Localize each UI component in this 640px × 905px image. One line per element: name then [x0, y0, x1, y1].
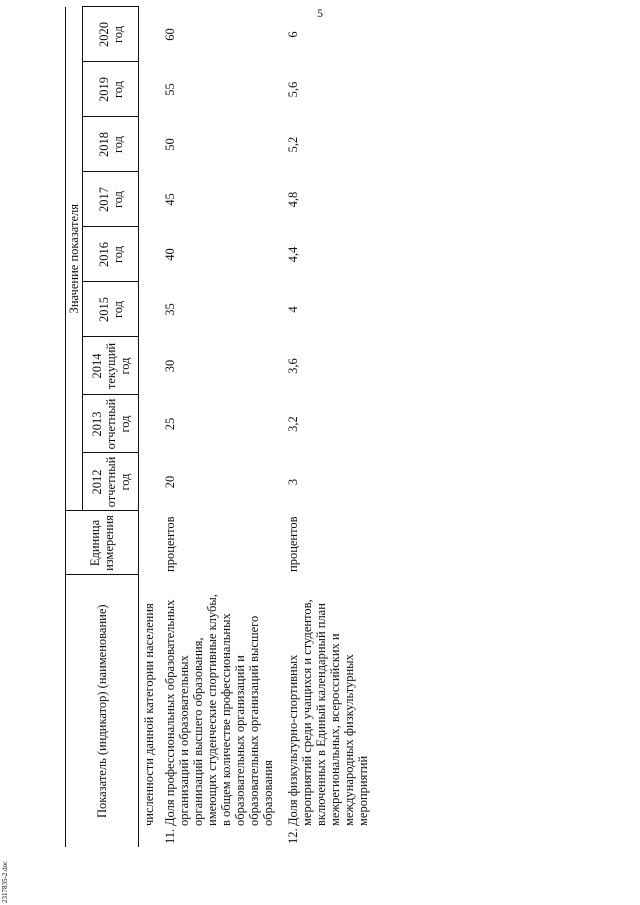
- value-cell-2014: 30: [163, 359, 177, 373]
- value-cell-2017: 4,8: [286, 191, 300, 208]
- header-year-number: 2018: [96, 132, 111, 157]
- table-row: [285, 7, 380, 847]
- header-year-number: 2015: [96, 297, 111, 322]
- header-year-suffix: год: [110, 135, 125, 154]
- header-year-2013: [83, 395, 139, 453]
- rotated-table-container: [65, 21, 585, 847]
- value-cell-2017: 45: [163, 193, 177, 206]
- row-number: 11.: [163, 828, 177, 844]
- value-cell-2013: 3,2: [286, 416, 300, 432]
- header-year-number: 2019: [96, 77, 111, 102]
- header-year-number: 2012: [89, 469, 104, 495]
- table-row: [162, 7, 285, 847]
- header-year-suffix: год: [110, 245, 125, 264]
- header-year-2019: [83, 62, 139, 117]
- value-cell-2018: 50: [163, 138, 177, 151]
- header-year-suffix: год: [117, 473, 132, 491]
- header-unit: Единица измерения: [66, 511, 139, 575]
- value-cell-2016: 4,4: [286, 246, 300, 263]
- page-number: 5: [317, 6, 323, 20]
- header-year-suffix: год: [110, 25, 125, 44]
- header-value-group: Значение показателя: [66, 7, 83, 511]
- indicator-cell: [285, 575, 380, 847]
- value-cell-2016: 40: [163, 248, 177, 261]
- header-year-note: отчетный: [103, 398, 118, 450]
- unit-cell: процентов: [286, 516, 300, 572]
- continuation-text: численности данной категории населения: [142, 603, 156, 826]
- indicator-name: Доля профессиональных образовательных организаций и образовательных организаций высшего образования, имеющих студенческие спортивные клубы, в общем количестве профессиональных образовательных организаций и образовательных организаций высшего образования: [163, 594, 275, 826]
- row-number: 12.: [286, 828, 300, 844]
- indicator-cell: [162, 575, 285, 847]
- value-cell-2015: 4: [286, 306, 300, 313]
- header-year-2012: [83, 453, 139, 511]
- header-year-number: 2020: [96, 21, 111, 47]
- value-cell-2020: 6: [286, 31, 300, 38]
- value-cell-2015: 35: [163, 303, 177, 316]
- value-cell-2020: 60: [163, 28, 177, 41]
- value-cell-2012: 3: [286, 478, 300, 486]
- header-year-number: 2014: [89, 353, 104, 379]
- header-year-2015: [83, 282, 139, 337]
- header-year-2017: [83, 172, 139, 227]
- header-year-suffix: год: [110, 80, 125, 99]
- header-year-suffix: год: [110, 300, 125, 319]
- header-year-2014: [83, 337, 139, 395]
- indicator-name: Доля физкультурно-спортивных мероприятий среди учащихся и студентов, включенных в Единый календарный план межрегиональных, всероссийских и международных физкультурных мероприятий: [286, 599, 370, 826]
- footer-file-code: 2317835-2.doc: [1, 860, 9, 903]
- header-year-suffix: год: [110, 190, 125, 209]
- header-year-note: отчетный: [103, 456, 118, 508]
- header-year-number: 2013: [89, 411, 104, 437]
- table-body: [139, 7, 381, 847]
- header-year-suffix: год: [117, 415, 132, 433]
- value-cell-2012: 20: [163, 475, 177, 489]
- header-year-note: текущий: [103, 342, 118, 390]
- continuation-row: [139, 7, 163, 847]
- value-cell-2013: 25: [163, 417, 177, 431]
- value-cell-2018: 5,2: [286, 136, 300, 153]
- indicator-table: [65, 6, 380, 847]
- header-indicator: Показатель (индикатор) (наименование): [66, 575, 139, 847]
- header-year-suffix: год: [117, 357, 132, 375]
- header-year-number: 2016: [96, 242, 111, 267]
- continuation-cell: [139, 575, 163, 847]
- value-cell-2014: 3,6: [286, 358, 300, 374]
- header-year-2020: [83, 7, 139, 62]
- value-cell-2019: 55: [163, 83, 177, 96]
- header-year-2018: [83, 117, 139, 172]
- unit-cell: процентов: [163, 516, 177, 572]
- header-year-number: 2017: [96, 187, 111, 212]
- value-cell-2019: 5,6: [286, 81, 300, 98]
- header-year-2016: [83, 227, 139, 282]
